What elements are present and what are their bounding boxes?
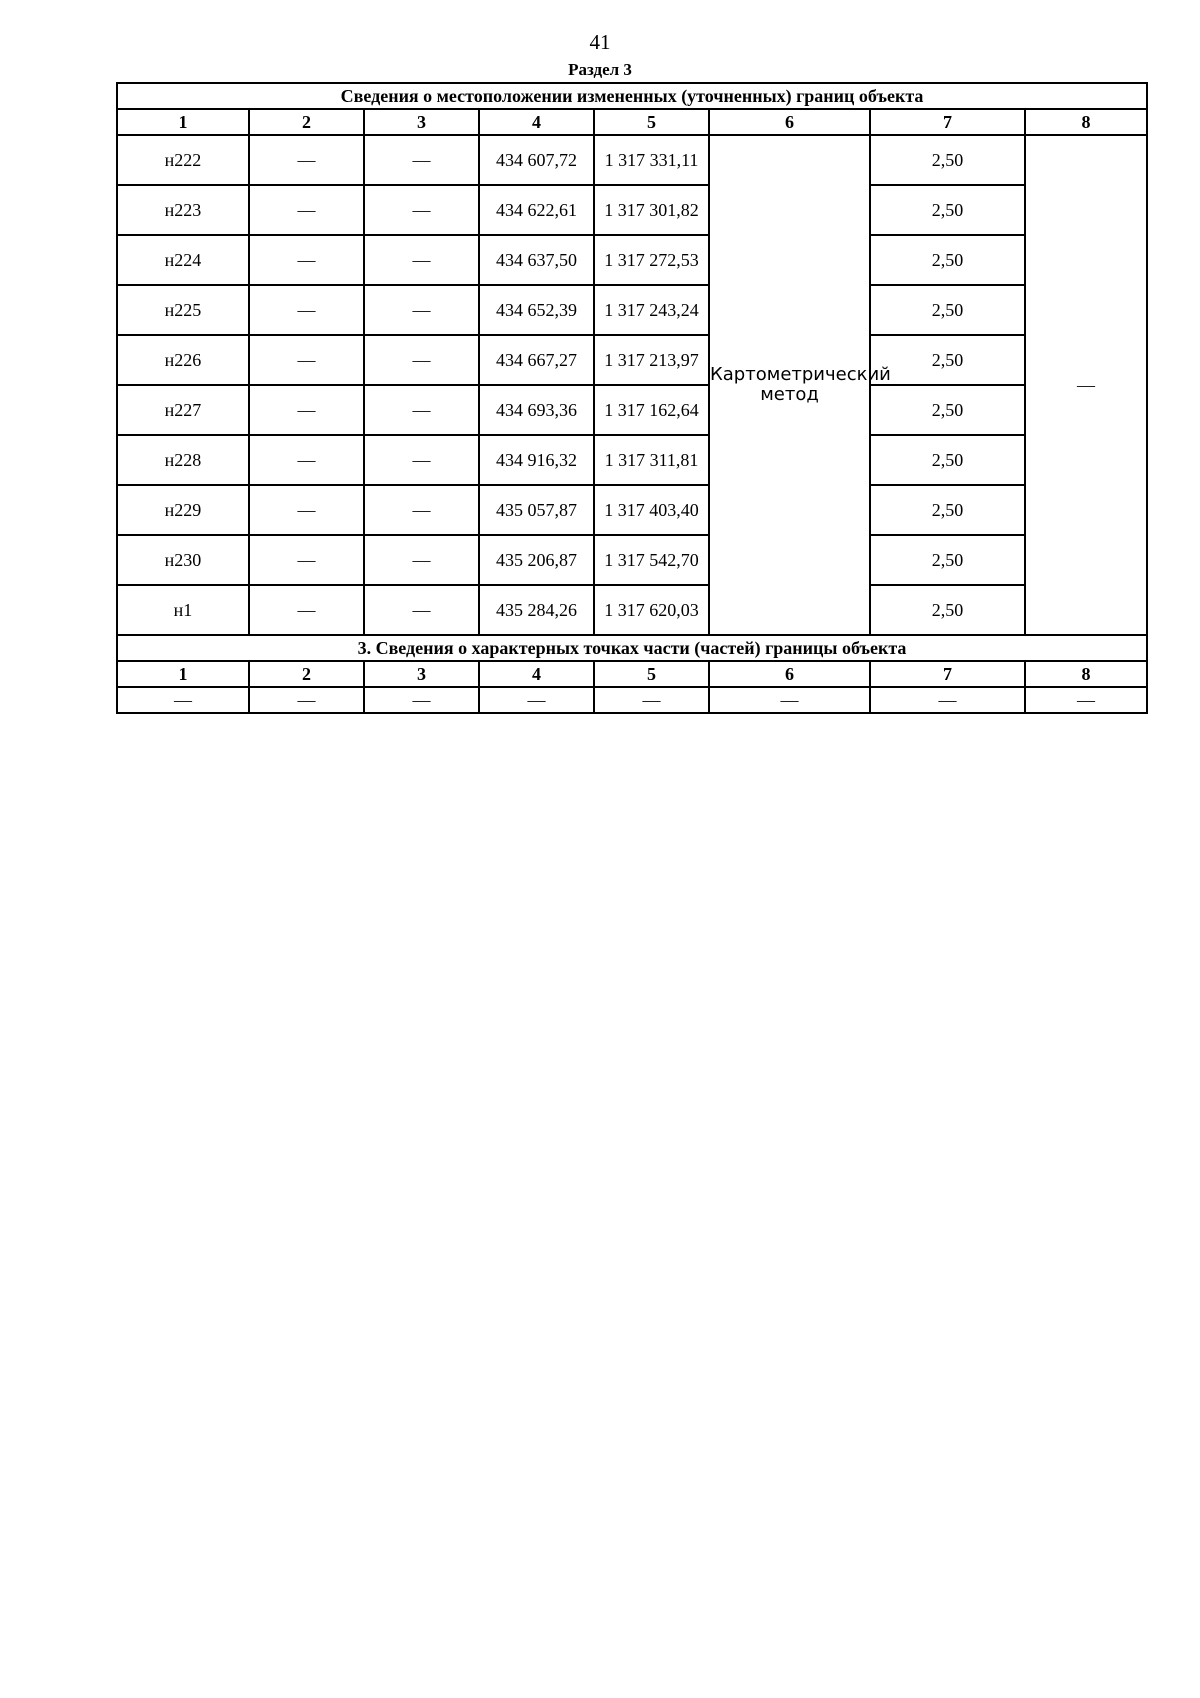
x-coordinate: 435 057,87 [479, 485, 594, 535]
table1-header-cell: 7 [870, 109, 1025, 135]
page-number: 41 [589, 30, 611, 54]
table2-cell: — [870, 687, 1025, 713]
table-row [117, 135, 1147, 185]
y-coordinate: 1 317 213,97 [594, 335, 709, 385]
x-coordinate: 434 622,61 [479, 185, 594, 235]
accuracy-value: 2,50 [870, 435, 1025, 485]
section-title: Раздел 3 [568, 60, 632, 79]
x-coordinate: 434 652,39 [479, 285, 594, 335]
table-row [117, 285, 1147, 335]
table1-header-cell: 8 [1025, 109, 1147, 135]
col3-value: — [364, 185, 479, 235]
col3-value: — [364, 435, 479, 485]
y-coordinate: 1 317 620,03 [594, 585, 709, 635]
table-row [117, 235, 1147, 285]
accuracy-value: 2,50 [870, 135, 1025, 185]
table2-row [117, 687, 1147, 713]
table-row [117, 185, 1147, 235]
x-coordinate: 434 693,36 [479, 385, 594, 435]
table-row [117, 585, 1147, 635]
table1-header-cell: 2 [249, 109, 364, 135]
y-coordinate: 1 317 162,64 [594, 385, 709, 435]
table2-header-cell: 3 [364, 661, 479, 687]
col2-value: — [249, 535, 364, 585]
method-cell: Картометрический метод [709, 135, 870, 635]
table2-header-row [117, 661, 1147, 687]
table-row [117, 485, 1147, 535]
table2-header-cell: 4 [479, 661, 594, 687]
table2-cell: — [1025, 687, 1147, 713]
col3-value: — [364, 235, 479, 285]
y-coordinate: 1 317 311,81 [594, 435, 709, 485]
table-row [117, 535, 1147, 585]
table-row [117, 385, 1147, 435]
accuracy-value: 2,50 [870, 285, 1025, 335]
table2-header-cell: 7 [870, 661, 1025, 687]
y-coordinate: 1 317 331,11 [594, 135, 709, 185]
table1-header-row [117, 109, 1147, 135]
col2-value: — [249, 385, 364, 435]
accuracy-value: 2,50 [870, 335, 1025, 385]
table-row [117, 435, 1147, 485]
point-name: н223 [117, 185, 249, 235]
y-coordinate: 1 317 272,53 [594, 235, 709, 285]
x-coordinate: 435 284,26 [479, 585, 594, 635]
table2-cell: — [364, 687, 479, 713]
x-coordinate: 434 607,72 [479, 135, 594, 185]
table1-header-cell: 3 [364, 109, 479, 135]
col3-value: — [364, 585, 479, 635]
x-coordinate: 434 637,50 [479, 235, 594, 285]
col3-value: — [364, 285, 479, 335]
col3-value: — [364, 135, 479, 185]
x-coordinate: 435 206,87 [479, 535, 594, 585]
y-coordinate: 1 317 301,82 [594, 185, 709, 235]
point-name: н228 [117, 435, 249, 485]
x-coordinate: 434 916,32 [479, 435, 594, 485]
table1-caption: Сведения о местоположении измененных (уточненных) границ объекта [117, 83, 1147, 109]
point-name: н224 [117, 235, 249, 285]
col2-value: — [249, 235, 364, 285]
point-name: н225 [117, 285, 249, 335]
table1-header-cell: 5 [594, 109, 709, 135]
point-name: н226 [117, 335, 249, 385]
table2-header-cell: 2 [249, 661, 364, 687]
col2-value: — [249, 585, 364, 635]
x-coordinate: 434 667,27 [479, 335, 594, 385]
col2-value: — [249, 485, 364, 535]
table2-cell: — [594, 687, 709, 713]
col3-value: — [364, 535, 479, 585]
col2-value: — [249, 285, 364, 335]
table2-cell: — [249, 687, 364, 713]
accuracy-value: 2,50 [870, 385, 1025, 435]
table2-header-cell: 1 [117, 661, 249, 687]
y-coordinate: 1 317 542,70 [594, 535, 709, 585]
table2-cell: — [479, 687, 594, 713]
point-name: н230 [117, 535, 249, 585]
col2-value: — [249, 135, 364, 185]
accuracy-value: 2,50 [870, 535, 1025, 585]
accuracy-value: 2,50 [870, 485, 1025, 535]
y-coordinate: 1 317 403,40 [594, 485, 709, 535]
col3-value: — [364, 335, 479, 385]
table2-header-cell: 8 [1025, 661, 1147, 687]
table2-cell: — [709, 687, 870, 713]
table2-cell: — [117, 687, 249, 713]
point-name: н1 [117, 585, 249, 635]
col2-value: — [249, 435, 364, 485]
table-row [117, 335, 1147, 385]
table1-header-cell: 6 [709, 109, 870, 135]
col2-value: — [249, 185, 364, 235]
col8-cell: — [1025, 135, 1147, 635]
col2-value: — [249, 335, 364, 385]
table1-header-cell: 4 [479, 109, 594, 135]
table2-header-cell: 6 [709, 661, 870, 687]
point-name: н229 [117, 485, 249, 535]
accuracy-value: 2,50 [870, 585, 1025, 635]
point-name: н222 [117, 135, 249, 185]
col3-value: — [364, 485, 479, 535]
col3-value: — [364, 385, 479, 435]
boundary-table [116, 82, 1148, 714]
accuracy-value: 2,50 [870, 235, 1025, 285]
accuracy-value: 2,50 [870, 185, 1025, 235]
y-coordinate: 1 317 243,24 [594, 285, 709, 335]
table2-header-cell: 5 [594, 661, 709, 687]
table1-caption-row [117, 83, 1147, 109]
table2-caption-row [117, 635, 1147, 661]
point-name: н227 [117, 385, 249, 435]
table1-header-cell: 1 [117, 109, 249, 135]
table2-caption: 3. Сведения о характерных точках части (частей) границы объекта [117, 635, 1147, 661]
